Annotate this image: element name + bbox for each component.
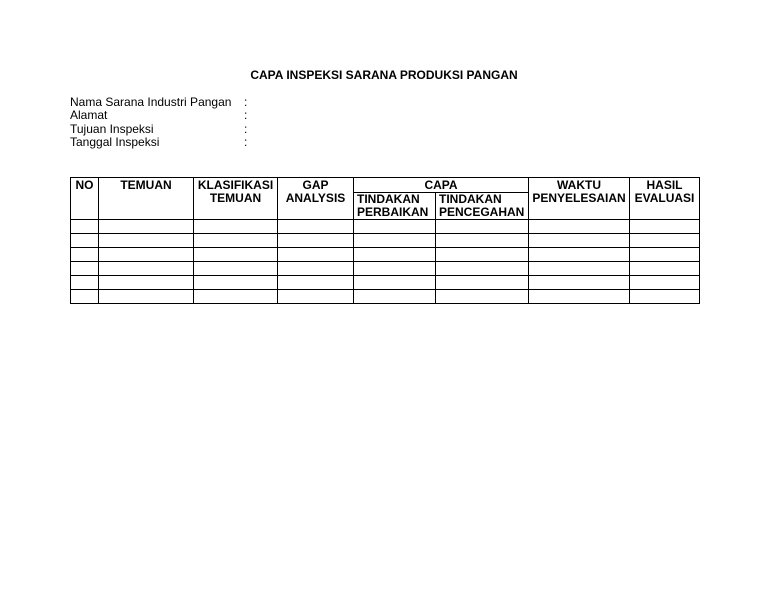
table-row [71,290,700,304]
table-cell [354,290,436,304]
table-row [71,234,700,248]
table-cell [630,276,700,290]
header-capa [354,178,529,193]
header-klasifikasi-line1: KLASIFIKASI [197,178,274,192]
header-gap-line1: GAP [302,178,329,192]
capa-table-body [71,220,700,304]
table-cell [278,262,354,276]
header-pencegahan-line2: PENCEGAHAN [439,205,525,219]
table-cell [278,290,354,304]
header-perbaikan-line2: PERBAIKAN [357,205,429,219]
info-label-nama-sarana: Nama Sarana Industri Pangan [70,95,232,109]
header-capa-label: CAPA [424,178,458,192]
table-cell [354,234,436,248]
table-cell [630,290,700,304]
table-cell [99,290,194,304]
table-cell [71,262,99,276]
table-cell [71,220,99,234]
table-row [71,248,700,262]
table-row [71,276,700,290]
table-cell [354,276,436,290]
table-cell [436,248,529,262]
table-cell [278,248,354,262]
header-gap-line2: ANALYSIS [285,191,346,205]
header-hasil-line2: EVALUASI [634,191,695,205]
info-separator: : [244,95,248,109]
info-label-tanggal-inspeksi: Tanggal Inspeksi [70,134,160,149]
table-cell [529,262,630,276]
header-waktu-penyelesaian [529,178,630,220]
table-cell [529,220,630,234]
header-klasifikasi-line2: TEMUAN [209,191,262,205]
table-cell [194,276,278,290]
table-cell [630,262,700,276]
table-cell [436,276,529,290]
info-label-alamat: Alamat [70,108,108,123]
table-cell [529,248,630,262]
table-row [71,220,700,234]
header-hasil-evaluasi [630,178,700,220]
table-cell [529,290,630,304]
table-cell [99,220,194,234]
table-cell [99,234,194,248]
table-cell [278,234,354,248]
table-cell [630,234,700,248]
header-perbaikan-line1: TINDAKAN [357,192,420,206]
table-cell [529,234,630,248]
info-separator: : [244,121,248,136]
header-waktu-line1: WAKTU [557,178,601,192]
table-cell [436,262,529,276]
table-cell [354,262,436,276]
table-cell [278,220,354,234]
table-cell [71,290,99,304]
info-label-tujuan-inspeksi: Tujuan Inspeksi [70,121,154,136]
table-cell [354,248,436,262]
table-cell [436,234,529,248]
table-cell [529,276,630,290]
header-tindakan-pencegahan [436,193,529,220]
table-cell [278,276,354,290]
table-cell [194,262,278,276]
table-cell [194,248,278,262]
header-no [71,178,99,220]
header-pencegahan-line1: TINDAKAN [439,192,502,206]
table-cell [436,290,529,304]
table-cell [630,220,700,234]
header-hasil-line1: HASIL [646,178,683,192]
table-cell [71,234,99,248]
header-no-label: NO [75,178,94,192]
table-cell [436,220,529,234]
header-waktu-line2: PENYELESAIAN [532,191,626,205]
header-gap-analysis [278,178,354,220]
header-temuan [99,178,194,220]
table-cell [71,248,99,262]
table-cell [99,276,194,290]
table-cell [354,220,436,234]
header-tindakan-perbaikan [354,193,436,220]
table-cell [71,276,99,290]
table-cell [194,220,278,234]
info-separator: : [244,134,248,149]
capa-table [70,177,700,304]
table-cell [99,248,194,262]
document-title: CAPA INSPEKSI SARANA PRODUKSI PANGAN [250,68,518,82]
header-temuan-label: TEMUAN [120,178,172,192]
table-cell [194,234,278,248]
table-row [71,262,700,276]
header-klasifikasi-temuan [194,178,278,220]
table-cell [630,248,700,262]
table-cell [99,262,194,276]
table-cell [194,290,278,304]
info-separator: : [244,108,248,123]
